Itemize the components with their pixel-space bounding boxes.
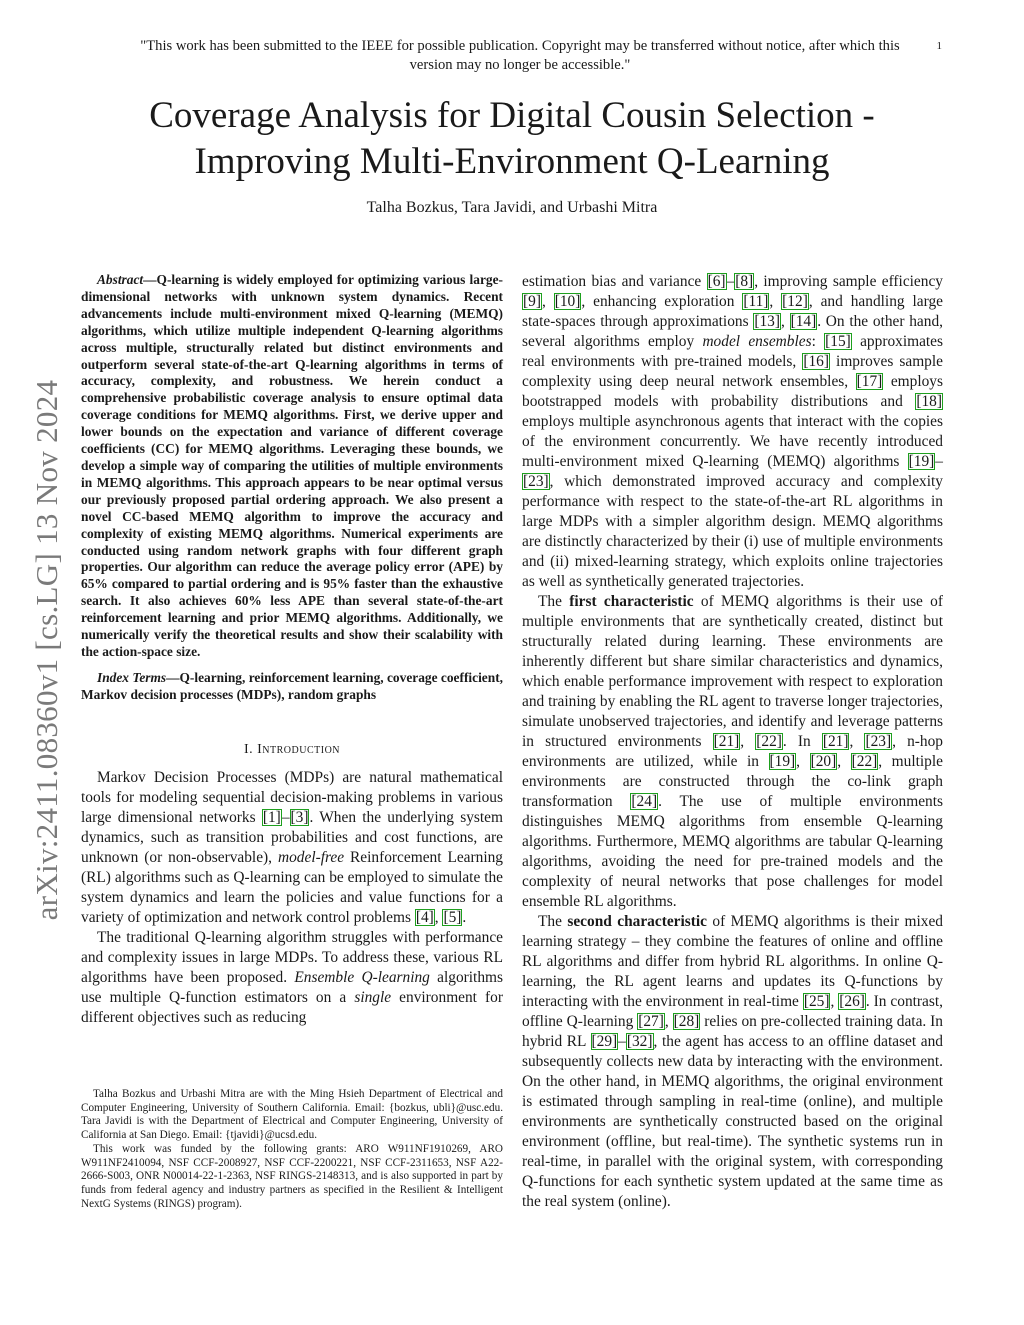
- citation-link[interactable]: [19]: [908, 453, 935, 470]
- index-terms-text: —Q-learning, reinforcement learning, coverage coefficient, Markov decision processes (MDPs), random graphs: [81, 669, 503, 702]
- citation-link[interactable]: [5]: [443, 908, 462, 926]
- citation-link[interactable]: [9]: [523, 293, 541, 310]
- body-text: –: [726, 273, 735, 290]
- body-text: of MEMQ algorithms is their mixed learning strategy – they combine the features of online and offline RL algorithms and differ from hybrid RL algorithms. In online Q-learning, the RL agent learns and updates its Q-functions by interacting with the environment in real-time: [522, 913, 944, 1010]
- body-text: :: [811, 333, 825, 350]
- body-bold: second characteristic: [567, 913, 707, 930]
- section-name: Introduction: [257, 741, 341, 757]
- body-paragraph: [81, 768, 503, 928]
- citation-link[interactable]: [29]: [591, 1033, 618, 1050]
- body-emphasis: Ensemble Q-learning: [294, 968, 430, 986]
- citation-link[interactable]: [22]: [851, 753, 878, 770]
- paper-title: Coverage Analysis for Digital Cousin Selection - Improving Multi-Environment Q-Learning: [149, 95, 875, 182]
- citation-link[interactable]: [32]: [626, 1033, 653, 1050]
- citation-link[interactable]: [11]: [743, 293, 769, 310]
- body-text: employs bootstrapped models with probability distributions and: [522, 373, 943, 410]
- body-text: Markov Decision Processes (MDPs) are natural mathematical tools for modeling sequential decision-making problems in various large dimensional networks: [81, 768, 503, 826]
- citation-link[interactable]: [8]: [735, 273, 754, 290]
- right-column: [522, 272, 943, 1212]
- body-text: ,: [849, 733, 865, 750]
- body-text: ,: [780, 313, 790, 330]
- footnote-funding: This work was funded by the following grants: ARO W911NF1910269, ARO W911NF2410094, NSF CCF-2008927, NSF CCF-2200221, NSF CCF-2311653, NSF A22-2666-S003, ONR N00014-22-1-2363, NSF RINGS-2148313, and is also supported in part by funds from federal agency and industry partners as specified in the Resilient & Intelligent NextG Systems (RINGS) program).: [81, 1142, 503, 1210]
- section-number: I.: [243, 741, 254, 757]
- abstract-text: —Q-learning is widely employed for optimizing various large-dimensional networks with unknown system dynamics. Recent advancements include multi-environment mixed Q-learning (MEMQ) algorithms, which utilize multiple independent Q-learning algorithms across multiple, structurally related but distinct environments and outperform several state-of-the-art Q-learning algorithms in terms of accuracy, complexity, and robustness. We herein conduct a comprehensive probabilistic coverage analysis to ensure optimal data coverage conditions for MEMQ algorithms. First, we derive upper and lower bounds on the expectation and variance of different coverage coefficients (CC) for MEMQ algorithms. Leveraging these bounds, we develop a simple way of comparing the utilities of multiple environments in MEMQ algorithms. This approach appears to be near optimal versus our previously proposed partial ordering approach. We also present a novel CC-based MEMQ algorithm to improve the accuracy and complexity of existing MEMQ algorithms. Numerical experiments are conducted using random network graphs with four different graph properties. Our algorithm can reduce the average policy error (APE) by 65% compared to partial ordering and is 95% faster than the exhaustive search. It also achieves 60% less APE than several state-of-the-art reinforcement learning and prior MEMQ algorithms. Additionally, we numerically verify the theoretical results and show their scalability with the action-space size.: [81, 272, 503, 659]
- body-bold: first characteristic: [569, 593, 694, 610]
- body-text: , enhancing exploration: [581, 293, 743, 310]
- page-notice: "This work has been submitted to the IEEE for possible publication. Copyright may be transferred without notice, after which this version may no longer be accessible.": [140, 38, 900, 73]
- body-text: relies on pre-collected training data. In hybrid RL: [522, 1013, 943, 1050]
- body-text: improves sample complexity using deep neural network ensembles,: [522, 353, 943, 390]
- footnote-affiliation: Talha Bozkus and Urbashi Mitra are with the Ming Hsieh Department of Electrical and Computer Engineering, University of Southern California. Email: {bozkus, ubli}@usc.edu. Tara Javidi is with the Department of Electrical and Computer Engineering, University of California at San Diego. Email: {tjavidi}@ucsd.edu.: [81, 1088, 503, 1142]
- body-text: The: [538, 593, 570, 610]
- citation-link[interactable]: [23]: [523, 473, 549, 490]
- body-text: . In: [782, 733, 822, 750]
- body-text: estimation bias and variance: [522, 273, 707, 290]
- body-paragraph: [522, 592, 943, 912]
- body-text: employs multiple asynchronous agents that interact with the copies of the environment concurrently. We have recently introduced multi-environment mixed Q-learning (MEMQ) algorithms: [522, 413, 943, 470]
- abstract-lead: Abstract: [97, 272, 144, 287]
- citation-link[interactable]: [18]: [916, 393, 942, 410]
- body-text: approximates real environments with pre-trained models,: [522, 333, 944, 370]
- body-text: , and handling large state-spaces through approximations: [522, 293, 943, 330]
- citation-link[interactable]: [21]: [822, 733, 849, 750]
- body-text: Reinforcement Learning (RL) algorithms such as Q-learning can be employed to simulate the system dynamics and learn the policies and value functions for a variety of optimization and network control problems: [81, 848, 504, 926]
- index-terms: [81, 670, 503, 704]
- abstract: [81, 272, 503, 661]
- citation-link[interactable]: [20]: [810, 753, 837, 770]
- body-emphasis: single: [354, 988, 392, 1006]
- body-paragraph: [81, 928, 503, 1028]
- citation-link[interactable]: [28]: [673, 1013, 700, 1030]
- body-text: –: [935, 453, 943, 470]
- body-text: –: [281, 808, 290, 826]
- left-column: [81, 272, 503, 1028]
- body-text: , which demonstrated improved accuracy and complexity performance with respect to the state-of-the-art RL algorithms in large MDPs with a simpler algorithm design. MEMQ algorithms are distinctly characterized by their (i) use of multiple environments and (ii) mixed-learning strategy, which exploits online trajectories as well as synthetically generated trajectories.: [522, 473, 943, 590]
- citation-link[interactable]: [3]: [290, 808, 309, 826]
- footnotes: [81, 1088, 503, 1211]
- citation-link[interactable]: [26]: [839, 993, 865, 1010]
- body-emphasis: model-free: [277, 848, 345, 866]
- body-text: ,: [541, 293, 554, 310]
- body-text: . When the underlying system dynamics, such as transition probabilities and cost functions, are unknown (or non-observable),: [81, 808, 503, 866]
- index-terms-lead: Index Terms: [97, 669, 167, 685]
- body-paragraph: [522, 912, 943, 1212]
- body-text: , n-hop environments are utilized, while in: [522, 733, 943, 770]
- body-emphasis: model ensembles: [702, 333, 812, 350]
- body-text: algorithms use multiple Q-function estimators on a: [81, 968, 503, 1006]
- citation-link[interactable]: [16]: [803, 353, 829, 370]
- body-text: .: [462, 908, 467, 926]
- citation-link[interactable]: [27]: [638, 1013, 664, 1030]
- body-text: The: [538, 913, 568, 930]
- body-text: ,: [837, 753, 851, 770]
- citation-link[interactable]: [6]: [707, 273, 726, 290]
- body-text: ,: [796, 753, 810, 770]
- citation-link[interactable]: [21]: [713, 733, 740, 750]
- body-text: . On the other hand, several algorithms employ: [522, 313, 943, 350]
- citation-link[interactable]: [23]: [865, 733, 892, 750]
- body-text: , improving sample efficiency: [754, 273, 943, 290]
- citation-link[interactable]: [4]: [415, 908, 434, 926]
- body-text: ,: [740, 733, 756, 750]
- citation-link[interactable]: [24]: [631, 793, 658, 810]
- citation-link[interactable]: [1]: [262, 808, 281, 826]
- body-text: , the agent has access to an offline dataset and subsequently collects new data by interacting with the environment. On the other hand, in MEMQ algorithms, the original environment is estimated through sampling in real-time (online), and multiple environments are synthetically constructed based on the original environment (offline, but real-time). The synthetic systems run in real-time, in parallel with the original system, with corresponding Q-functions for each synthetic system updated at the same time as the real system (online).: [522, 1033, 943, 1210]
- citation-link[interactable]: [17]: [856, 373, 883, 390]
- citation-link[interactable]: [25]: [803, 993, 830, 1010]
- author-list: Talha Bozkus, Tara Javidi, and Urbashi Mitra: [366, 199, 658, 216]
- body-text: . In contrast, offline Q-learning: [522, 993, 943, 1030]
- citation-link[interactable]: [13]: [754, 313, 780, 330]
- citation-link[interactable]: [22]: [756, 733, 782, 750]
- citation-link[interactable]: [10]: [554, 293, 581, 310]
- section-heading: [81, 742, 503, 758]
- body-text: of MEMQ algorithms is their use of multiple environments that are synthetically created, distinct but structurally related during learning. These environments are inherently different but share similar characteristics and dynamics, which enable performance improvement with respect to exploration and training by enabling the RL agent to traverse longer trajectories, simulate unobserved trajectories, and identify and leverage patterns in structured environments: [522, 593, 943, 750]
- body-text: . The use of multiple environments distinguishes MEMQ algorithms from ensemble Q-learning algorithms. Furthermore, MEMQ algorithms are tabular Q-learning algorithms, avoiding the need for pre-trained models and the complexity of neural networks that pose challenges for model ensemble RL algorithms.: [522, 793, 943, 910]
- body-text: ,: [664, 1013, 673, 1030]
- body-text: ,: [830, 993, 839, 1010]
- citation-link[interactable]: [19]: [769, 753, 796, 770]
- body-text: ,: [434, 908, 443, 926]
- body-paragraph: [522, 272, 943, 592]
- citation-link[interactable]: [15]: [825, 333, 851, 350]
- body-text: environment for different objectives such as reducing: [81, 988, 503, 1026]
- citation-link[interactable]: [12]: [782, 293, 808, 310]
- body-text: , multiple environments are constructed through the co-link graph transformation: [522, 753, 943, 810]
- citation-link[interactable]: [14]: [790, 313, 817, 330]
- page-number: 1: [936, 40, 942, 52]
- arxiv-identifier: arXiv:2411.08360v1 [cs.LG] 13 Nov 2024: [29, 379, 64, 921]
- body-text: The traditional Q-learning algorithm struggles with performance and complexity issues in large MDPs. To address these, various RL algorithms have been proposed.: [81, 928, 503, 986]
- body-text: –: [618, 1033, 626, 1050]
- body-text: ,: [769, 293, 782, 310]
